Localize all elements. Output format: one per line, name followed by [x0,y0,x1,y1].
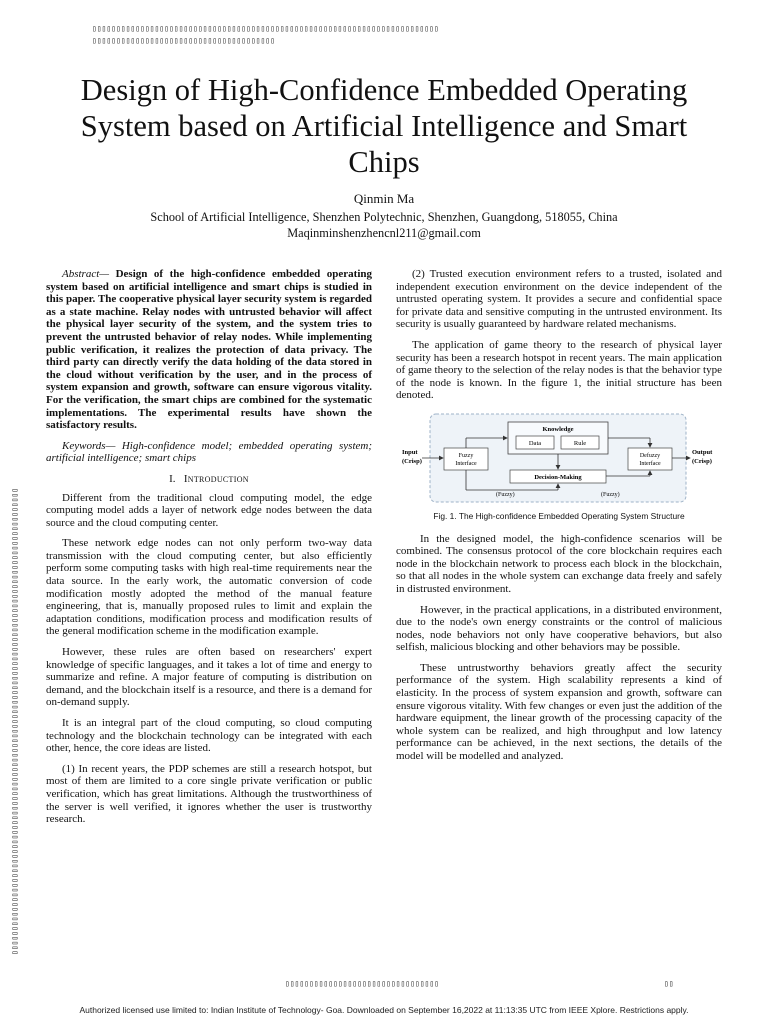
section-number: I. [169,472,176,485]
input-label: Input [402,448,418,456]
body-paragraph-untrustworthy: These untrustworthy behaviors greatly affect the security performance of the system. High scalability represents a kind of elasticity. In the process of system expansion and growth, software can ensure vigorous vitality. With few changes or even just the addition of the hardware equipment, the linear growth of the processing capacity of the whole system can be realized, and high throughput and low latency performance can be achieved, in the next sections, the details of the model will be modelled and analyzed. [396,661,722,763]
intro-paragraph-3: However, these rules are often based on researchers' expert knowledge of specific languages, and it takes a lot of time and energy to summarize and refine. A major feature of computing is distribution on demand, and the blockchain itself is a resource, and there is a demand for on-demand supply. [46,646,372,709]
figure-1-diagram [396,410,722,506]
body-paragraph-game-theory: The application of game theory to the research of physical layer security has been a research hotspot in recent years. The main application of game theory to the selection of the relay nodes is that the behavior type of the node is known. In the figure 1, the initial structure has been denoted. [396,338,722,402]
body-paragraph-practical: However, in the practical applications, in a distributed environment, due to the node's own energy constraints or the control of malicious nodes, node behaviors not only have cooperative behaviors, but also selfish, malicious blocking and other behaviors may be possible. [396,603,722,654]
conference-header-line-1: ▯▯▯▯▯▯▯▯▯▯▯▯▯▯▯▯▯▯▯▯▯▯▯▯▯▯▯▯▯▯▯▯▯▯▯▯▯▯▯▯▯▯▯▯▯▯▯▯▯▯▯▯▯▯▯▯▯▯▯▯▯▯▯▯▯▯▯▯▯▯▯▯ [92,24,439,33]
license-notice: Authorized licensed use limited to: Indian Institute of Technology- Goa. Downloaded on September 16,2022 at 11:13:35 UTC from IEEE Xplore. Restrictions apply. [79,1005,689,1015]
conference-header-line-2: ▯▯▯▯▯▯▯▯▯▯▯▯▯▯▯▯▯▯▯▯▯▯▯▯▯▯▯▯▯▯▯▯▯▯▯▯▯▯ [92,36,276,45]
author-affiliation: School of Artificial Intelligence, Shenzhen Polytechnic, Shenzhen, Guangdong, 518055, China [150,210,618,224]
author-name: Qinmin Ma [353,191,415,206]
input-sub-label: (Crisp) [402,457,422,465]
defuzzy-interface-label-1: Defuzzy [639,452,661,459]
output-sub-label: (Crisp) [692,457,712,465]
decision-making-label: Decision-Making [534,473,582,481]
right-column [396,268,722,771]
fuzzy-interface-label-1: Fuzzy [458,452,474,459]
output-label: Output [692,448,713,456]
intro-paragraph-1: Different from the traditional cloud computing model, the edge computing model adds a layer of network edge nodes between the data source and the cloud computing center. [46,491,372,529]
keywords-label: Keywords— [62,439,116,452]
paper-title: Design of High-Confidence Embedded Operating System based on Artificial Intelligence and Smart Chips [80,73,688,179]
fuzzy-left-label: (Fuzzy) [496,491,515,498]
author-email: Maqinminshenzhencnl211@gmail.com [287,226,481,240]
fuzzy-right-label: (Fuzzy) [601,491,620,498]
copyright-sidebar-text: ▯▯▯▯▯▯▯▯▯▯▯▯▯▯▯▯▯▯▯▯▯▯▯▯▯▯▯▯▯▯▯▯▯▯▯▯▯▯▯▯▯▯▯▯▯▯▯▯▯▯▯▯▯▯▯▯▯▯▯▯▯▯▯▯▯▯▯▯▯▯▯▯▯▯▯▯▯▯▯▯▯▯▯▯▯▯▯▯▯▯▯▯▯▯▯▯▯ [10,487,19,955]
intro-paragraph-5: (1) In recent years, the PDP schemes are still a research hotspot, but most of them are limited to a core single private verification or public verification, which has great limitations. Although the trustworthiness of the server is well verified, it ignores whether the user is trustworthy research. [46,762,372,826]
footer-isbn: ▯▯▯▯▯▯▯▯▯▯▯▯▯▯▯▯▯▯▯▯▯▯▯▯▯▯▯▯▯▯▯▯ [285,979,440,988]
abstract-text: Design of the high-confidence embedded operating system based on artificial intelligence and smart chips is studied in this paper. The cooperative physical layer security system is regarded as a state machine. Relay nodes with untrusted behavior will affect the physical layer security of the system, and the system tries to prevent the untrusted behavior of relay nodes. While implementing public verification, it realizes the protection of data privacy. The third party can directly verify the data holding of the data stored in the cloud without verification by the user, and in the process of system expansion and growth, software can ensure vigorous vitality. For the verification, the smart chips are combined for the systematic implementations. The experimental results have shown the satisfactory results. [46,268,372,432]
defuzzy-interface-label-2: Interface [639,460,661,467]
data-label: Data [528,439,542,447]
body-paragraph-tee: (2) Trusted execution environment refers to a trusted, isolated and independent execution environment on the device independent of the untrusted operating system. It provides a secure and confidential space for private data and sensitive computing in the untrusted environment. Its security is usually guaranteed by hardware related mechanisms. [396,268,722,331]
abstract [46,268,372,432]
abstract-label: Abstract— [62,268,110,280]
structure-diagram-svg [396,410,722,506]
keywords [46,440,372,465]
keywords-text: High-confidence model; embedded operating system; artificial intelligence; smart chips [46,439,372,465]
body-paragraph-designed-model: In the designed model, the high-confidence scenarios will be combined. The consensus protocol of the core blockchain requires each node in the blockchain network to process each block in the blockchain, so that all nodes in the whole system can exchange data freely and safely in distrusted environment. [396,532,722,595]
section-heading-introduction [46,473,372,486]
rule-label: Rule [573,439,587,447]
intro-paragraph-2: These network edge nodes can not only perform two-way data transmission with the cloud computing center, but also efficiently perform some computing tasks with high real-time requirements near the data source. In the early work, the automatic conversion of code modification mostly adopted the method of the manual feature engineering, that is, manually proposed rules to limit and explain the adaptation conditions, modification process and modification results of the general modification scheme in the modification example. [46,537,372,638]
knowledge-label: Knowledge [542,425,574,433]
intro-paragraph-4: It is an integral part of the cloud computing, so cloud computing technology and the blockchain technology can be integrated with each other, hence, the core ideas are listed. [46,717,372,755]
left-column [46,268,372,834]
fuzzy-interface-label-2: Interface [455,460,477,467]
figure-caption: Fig. 1. The High-confidence Embedded Operating System Structure [433,510,685,521]
section-title: Introduction [183,472,249,485]
copyright-sidebar [10,155,24,955]
footer-page-number: ▯▯ [664,979,674,988]
